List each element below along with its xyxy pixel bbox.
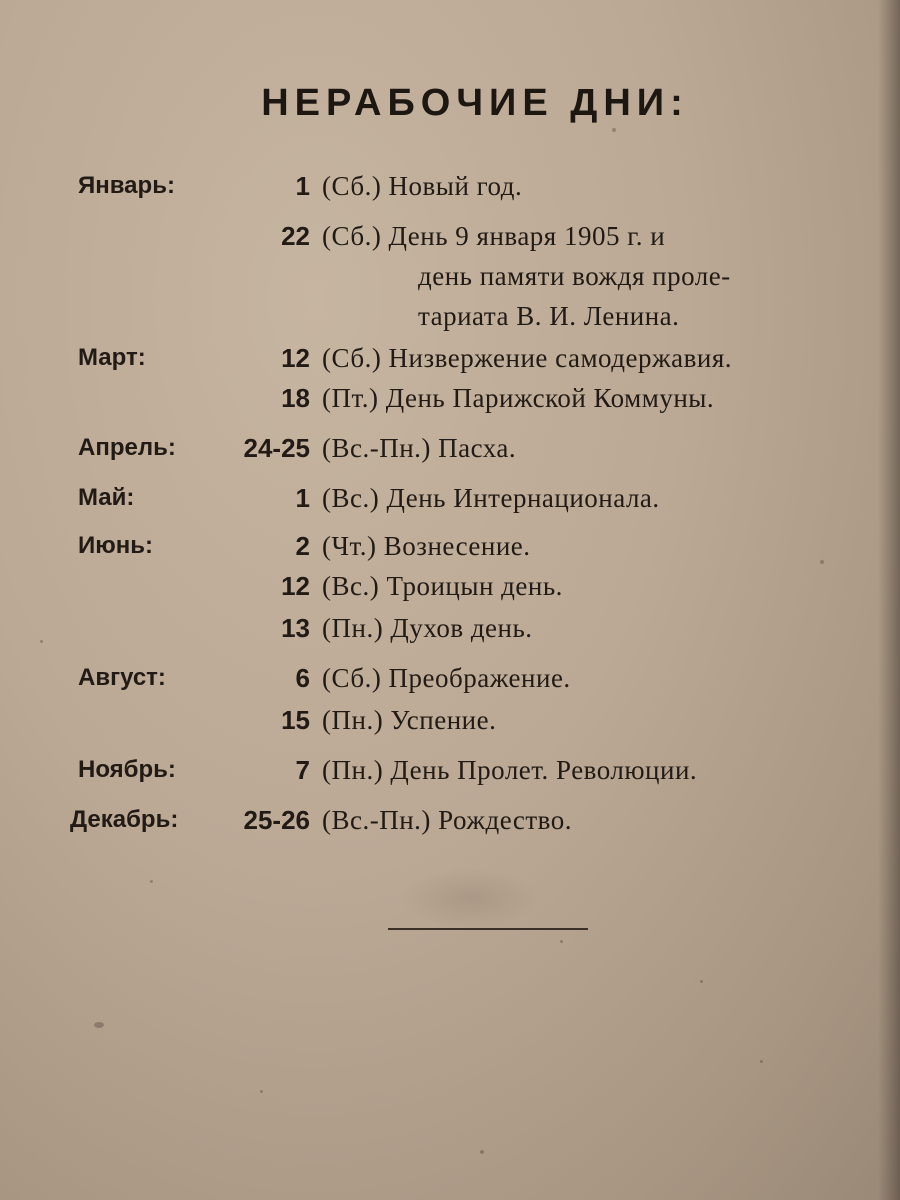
paper-speck bbox=[560, 940, 563, 943]
day-number: 7 bbox=[295, 755, 310, 785]
day-number: 12 bbox=[281, 343, 310, 373]
holiday-row bbox=[0, 296, 900, 336]
month-label: Август: bbox=[78, 664, 166, 691]
holiday-description: (Пн.) Духов день. bbox=[322, 613, 533, 643]
paper-speck bbox=[612, 128, 616, 132]
day-number: 2 bbox=[295, 531, 310, 561]
holiday-row bbox=[0, 566, 900, 606]
day-number: 15 bbox=[281, 705, 310, 735]
paper-speck bbox=[480, 1150, 484, 1154]
holiday-description: (Сб.) Низвержение самодержавия. bbox=[322, 343, 732, 373]
holiday-row bbox=[0, 800, 900, 840]
paper-speck bbox=[150, 880, 153, 883]
holiday-description: (Пн.) День Пролет. Революции. bbox=[322, 755, 698, 785]
paper-speck bbox=[260, 1090, 263, 1093]
holiday-description: (Сб.) Новый год. bbox=[322, 171, 523, 201]
holiday-row bbox=[0, 166, 900, 206]
holiday-description: (Пт.) День Парижской Коммуны. bbox=[322, 383, 715, 413]
holiday-description: (Чт.) Вознесение. bbox=[322, 531, 531, 561]
holiday-description: день памяти вождя проле- bbox=[418, 261, 731, 291]
holiday-description: тариата В. И. Ленина. bbox=[418, 301, 680, 331]
holiday-row bbox=[0, 658, 900, 698]
holiday-description: (Сб.) День 9 января 1905 г. и bbox=[322, 221, 666, 251]
holiday-row bbox=[0, 478, 900, 518]
month-label: Ноябрь: bbox=[78, 756, 176, 783]
day-number: 1 bbox=[295, 483, 310, 513]
holiday-description: (Вс.) День Интернационала. bbox=[322, 483, 660, 513]
holiday-row bbox=[0, 526, 900, 566]
holiday-row bbox=[0, 378, 900, 418]
day-number: 13 bbox=[281, 613, 310, 643]
paper-speck bbox=[40, 640, 43, 643]
day-number: 18 bbox=[281, 383, 310, 413]
paper-speck bbox=[700, 980, 703, 983]
holiday-row bbox=[0, 700, 900, 740]
month-label: Март: bbox=[78, 344, 146, 371]
holiday-row bbox=[0, 750, 900, 790]
day-number: 25-26 bbox=[243, 805, 310, 835]
day-number: 12 bbox=[281, 571, 310, 601]
faded-stamp-mark bbox=[400, 868, 540, 928]
holiday-description: (Пн.) Успение. bbox=[322, 705, 497, 735]
paper-speck bbox=[94, 1022, 104, 1028]
holiday-description: (Вс.) Троицын день. bbox=[322, 571, 563, 601]
day-number: 1 bbox=[295, 171, 310, 201]
holiday-row bbox=[0, 216, 900, 256]
holiday-description: (Сб.) Преображение. bbox=[322, 663, 571, 693]
month-label: Май: bbox=[78, 484, 135, 511]
day-number: 22 bbox=[281, 221, 310, 251]
month-label: Январь: bbox=[78, 172, 175, 199]
paper-speck bbox=[760, 1060, 763, 1063]
month-label: Июнь: bbox=[78, 532, 153, 559]
holiday-description: (Вс.-Пн.) Пасха. bbox=[322, 433, 517, 463]
month-label: Декабрь: bbox=[70, 806, 179, 833]
paper-speck bbox=[820, 560, 824, 564]
month-label: Апрель: bbox=[78, 434, 176, 461]
holiday-row bbox=[0, 338, 900, 378]
holiday-row bbox=[0, 428, 900, 468]
divider-rule bbox=[388, 928, 588, 930]
holiday-row bbox=[0, 608, 900, 648]
day-number: 24-25 bbox=[243, 433, 310, 463]
holiday-description: (Вс.-Пн.) Рождество. bbox=[322, 805, 572, 835]
holiday-row bbox=[0, 256, 900, 296]
day-number: 6 bbox=[295, 663, 310, 693]
page-title: НЕРАБОЧИЕ ДНИ: bbox=[261, 82, 689, 124]
